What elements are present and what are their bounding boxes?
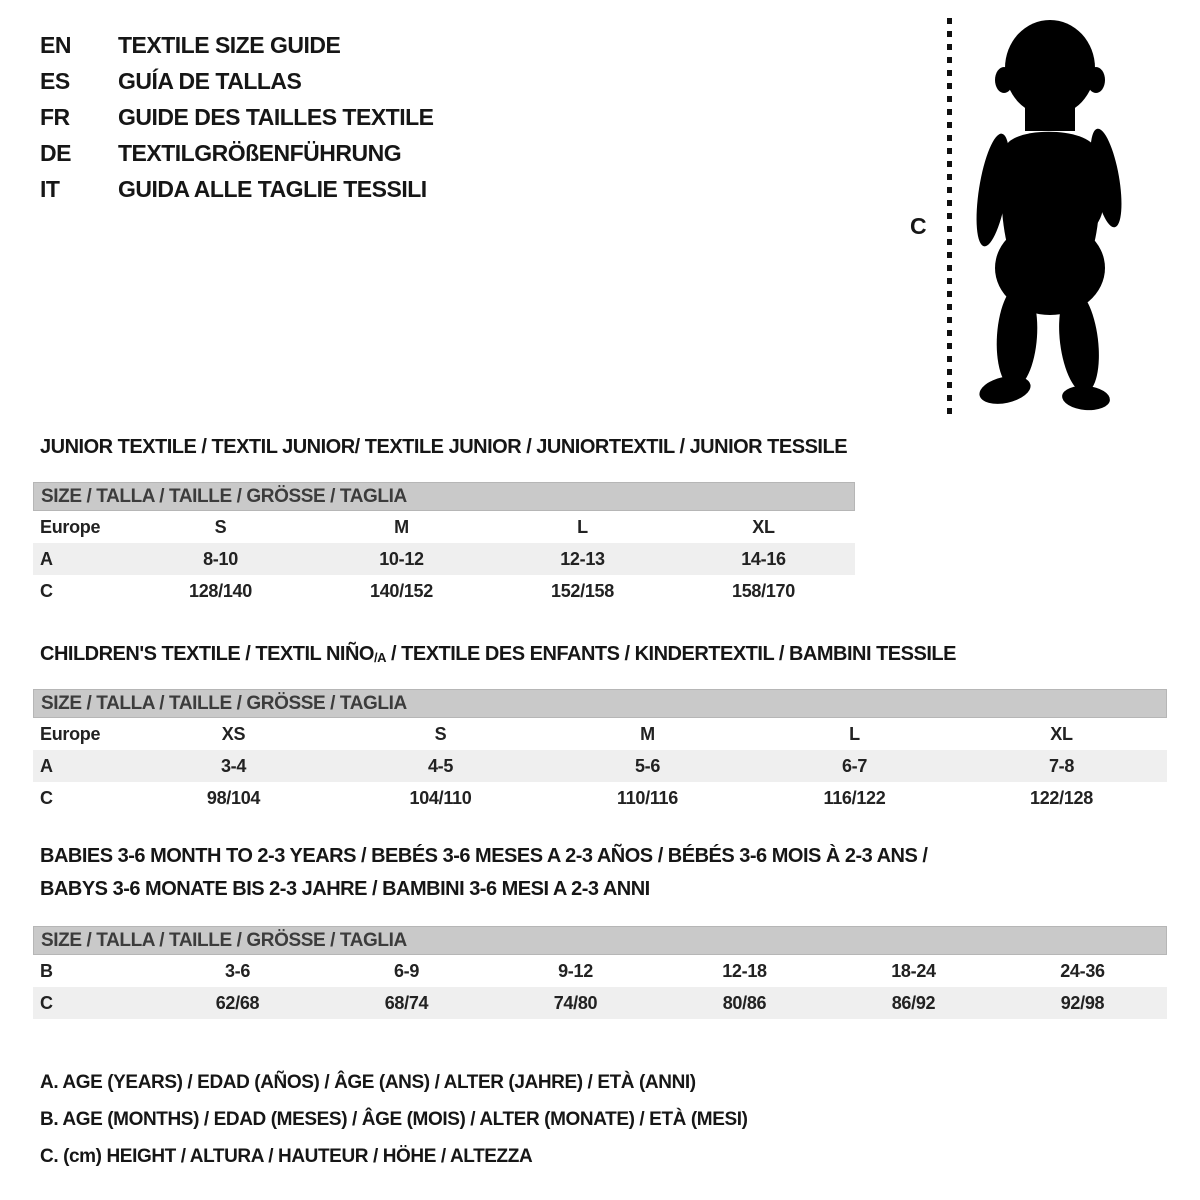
size-cell: XS	[221, 723, 246, 744]
lang-row-fr	[40, 99, 434, 135]
row-label: B	[40, 960, 53, 981]
measure-legend	[40, 1064, 748, 1175]
height-cell: 116/122	[823, 787, 886, 808]
language-title-list	[40, 27, 434, 207]
row-label: A	[40, 755, 53, 776]
junior-size-header-bar: SIZE / TALLA / TAILLE / GRÖSSE / TAGLIA	[33, 482, 855, 511]
lang-title: TEXTILGRÖßENFÜHRUNG	[118, 139, 402, 166]
height-cell: 92/98	[1060, 992, 1105, 1013]
height-cell: 152/158	[551, 580, 614, 601]
children-age-row	[33, 750, 1167, 782]
lang-row-es	[40, 63, 434, 99]
height-cell: 80/86	[722, 992, 767, 1013]
age-cell: 4-5	[427, 755, 454, 776]
lang-row-en	[40, 27, 434, 63]
children-heading-suffix: / TEXTILE DES ENFANTS / KINDERTEXTIL / BAMBINI TESSILE	[385, 643, 956, 665]
row-label: Europe	[40, 516, 101, 537]
height-cell: 74/80	[553, 992, 598, 1013]
size-cell: L	[577, 516, 588, 537]
row-label: A	[40, 548, 53, 569]
legend-age-months: B. AGE (MONTHS) / EDAD (MESES) / ÂGE (MOIS) / ALTER (MONATE) / ETÀ (MESI)	[40, 1108, 748, 1130]
lang-row-it	[40, 171, 434, 207]
height-cell: 140/152	[370, 580, 433, 601]
babies-height-row	[33, 987, 1167, 1019]
lang-code: IT	[40, 175, 60, 202]
babies-size-header-bar: SIZE / TALLA / TAILLE / GRÖSSE / TAGLIA	[33, 926, 1167, 955]
height-cell: 62/68	[215, 992, 260, 1013]
lang-code: DE	[40, 139, 71, 166]
age-cell: 8-10	[203, 548, 238, 569]
lang-title: GUIDE DES TAILLES TEXTILE	[118, 103, 434, 130]
lang-code: FR	[40, 103, 70, 130]
age-cell: 10-12	[379, 548, 424, 569]
row-label: C	[40, 992, 53, 1013]
height-cell: 104/110	[409, 787, 472, 808]
size-cell: L	[849, 723, 860, 744]
size-cell: XL	[752, 516, 775, 537]
age-cell: 6-7	[841, 755, 868, 776]
toddler-silhouette-icon	[962, 18, 1137, 416]
row-label: C	[40, 787, 53, 808]
size-cell: M	[640, 723, 655, 744]
height-cell: 110/116	[617, 787, 678, 808]
junior-age-row	[33, 543, 855, 575]
age-cell: 7-8	[1048, 755, 1075, 776]
children-size-table	[33, 689, 1167, 814]
months-cell: 12-18	[722, 960, 767, 981]
children-height-row	[33, 782, 1167, 814]
legend-age-years: A. AGE (YEARS) / EDAD (AÑOS) / ÂGE (ANS) / ALTER (JAHRE) / ETÀ (ANNI)	[40, 1071, 696, 1093]
months-cell: 6-9	[393, 960, 420, 981]
months-cell: 3-6	[224, 960, 251, 981]
lang-title: GUÍA DE TALLAS	[118, 67, 302, 94]
age-cell: 5-6	[634, 755, 661, 776]
age-cell: 14-16	[741, 548, 786, 569]
children-size-header-bar: SIZE / TALLA / TAILLE / GRÖSSE / TAGLIA	[33, 689, 1167, 718]
babies-section-heading-line1: BABIES 3-6 MONTH TO 2-3 YEARS / BEBÉS 3-6 MESES A 2-3 AÑOS / BÉBÉS 3-6 MOIS À 2-3 ANS /	[40, 845, 928, 867]
row-label: Europe	[40, 723, 101, 744]
lang-title: GUIDA ALLE TAGLIE TESSILI	[118, 175, 427, 202]
months-cell: 9-12	[558, 960, 593, 981]
lang-row-de	[40, 135, 434, 171]
size-cell: XL	[1050, 723, 1073, 744]
age-cell: 12-13	[560, 548, 605, 569]
height-cell: 128/140	[189, 580, 252, 601]
lang-code: ES	[40, 67, 70, 94]
height-cell: 86/92	[891, 992, 936, 1013]
height-cell: 68/74	[384, 992, 429, 1013]
legend-height-cm: C. (cm) HEIGHT / ALTURA / HAUTEUR / HÖHE / ALTEZZA	[40, 1145, 533, 1167]
size-cell: S	[434, 723, 447, 744]
children-section-heading	[40, 643, 956, 666]
height-cell: 98/104	[206, 787, 261, 808]
lang-title: TEXTILE SIZE GUIDE	[118, 31, 341, 58]
months-cell: 18-24	[891, 960, 936, 981]
babies-size-table	[33, 926, 1167, 1019]
junior-height-row	[33, 575, 855, 607]
height-measure-label: C	[910, 213, 927, 239]
lang-code: EN	[40, 31, 71, 58]
height-cell: 122/128	[1030, 787, 1093, 808]
children-europe-row	[33, 718, 1167, 750]
size-cell: M	[394, 516, 409, 537]
children-heading-prefix: CHILDREN'S TEXTILE / TEXTIL NIÑO	[40, 643, 374, 665]
months-cell: 24-36	[1060, 960, 1105, 981]
row-label: C	[40, 580, 53, 601]
babies-months-row	[33, 955, 1167, 987]
junior-europe-row	[33, 511, 855, 543]
junior-section-heading: JUNIOR TEXTILE / TEXTIL JUNIOR/ TEXTILE JUNIOR / JUNIORTEXTIL / JUNIOR TESSILE	[40, 436, 848, 458]
height-measure-dashed-line	[947, 18, 952, 416]
babies-section-heading-line2: BABYS 3-6 MONATE BIS 2-3 JAHRE / BAMBINI 3-6 MESI A 2-3 ANNI	[40, 878, 650, 900]
age-cell: 3-4	[220, 755, 247, 776]
children-heading-small: /A	[373, 650, 386, 665]
junior-size-table	[33, 482, 855, 607]
size-cell: S	[214, 516, 227, 537]
height-cell: 158/170	[732, 580, 795, 601]
